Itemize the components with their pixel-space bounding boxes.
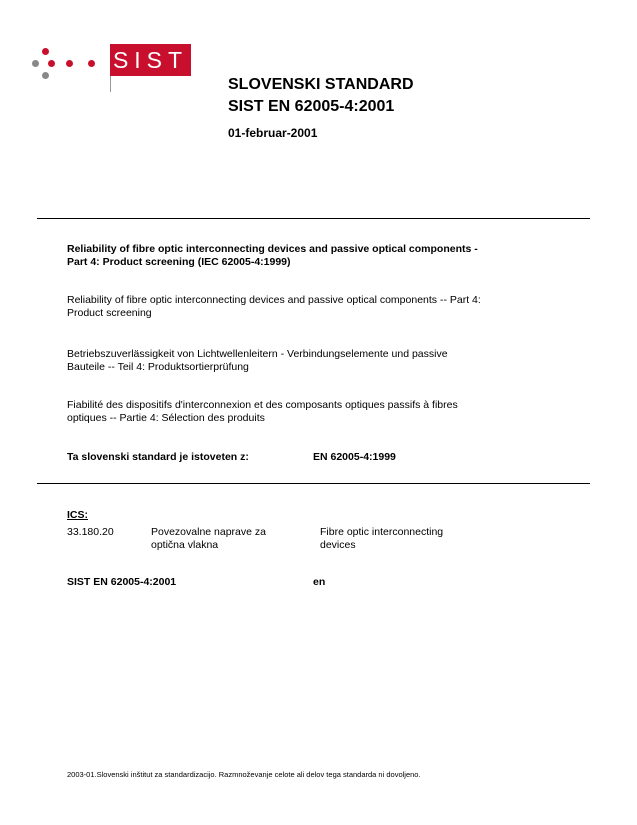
german-title [67, 348, 577, 374]
ics-english [320, 526, 443, 552]
main-title-line1: Reliability of fibre optic interconnecting devices and passive optical components - [67, 243, 478, 255]
doc-lang: en [313, 576, 326, 588]
ics-code: 33.180.20 [67, 526, 114, 538]
standard-label: SLOVENSKI STANDARD [228, 76, 414, 93]
footer-copyright: 2003-01.Slovenski inštitut za standardizacijo. Razmnoževanje celote ali delov tega standarda ni dovoljeno. [67, 770, 421, 779]
sist-logo [30, 44, 189, 94]
logo-dot-icon [32, 60, 39, 67]
main-title-line2: Part 4: Product screening (IEC 62005-4:1999) [67, 256, 291, 268]
divider-bottom [37, 483, 590, 484]
ics-slovene-line1: Povezovalne naprave za [151, 526, 266, 538]
doc-id: SIST EN 62005-4:2001 [67, 576, 177, 588]
identity-label: Ta slovenski standard je istoveten z: [67, 451, 249, 463]
english-title-line1: Reliability of fibre optic interconnecting devices and passive optical components -- Part 4: [67, 294, 481, 306]
logo-dot-icon [42, 48, 49, 55]
divider-top [37, 218, 590, 219]
ics-english-line1: Fibre optic interconnecting [320, 526, 444, 538]
logo-dot-icon [88, 60, 95, 67]
german-title-line2: Bauteile -- Teil 4: Produktsortierprüfung [67, 361, 249, 373]
french-title-line1: Fiabilité des dispositifs d'interconnexion et des composants optiques passifs à fibres [67, 399, 458, 411]
english-title-line2: Product screening [67, 307, 152, 319]
main-title [67, 243, 577, 269]
logo-dot-icon [42, 72, 49, 79]
standard-date: 01-februar-2001 [228, 126, 318, 140]
standard-id: SIST EN 62005-4:2001 [228, 98, 395, 115]
logo-divider [110, 76, 111, 92]
ics-heading: ICS: [67, 509, 88, 521]
french-title [67, 399, 577, 425]
french-title-line2: optiques -- Partie 4: Sélection des produits [67, 412, 265, 424]
ics-english-line2: devices [320, 539, 356, 551]
identity-value: EN 62005-4:1999 [313, 451, 396, 463]
logo-wordmark: SIST [110, 44, 191, 76]
english-title [67, 294, 577, 320]
ics-slovene [151, 526, 266, 552]
logo-dot-icon [66, 60, 73, 67]
logo-dot-icon [48, 60, 55, 67]
ics-slovene-line2: optična vlakna [151, 539, 219, 551]
german-title-line1: Betriebszuverlässigkeit von Lichtwellenleitern - Verbindungselemente und passive [67, 348, 448, 360]
